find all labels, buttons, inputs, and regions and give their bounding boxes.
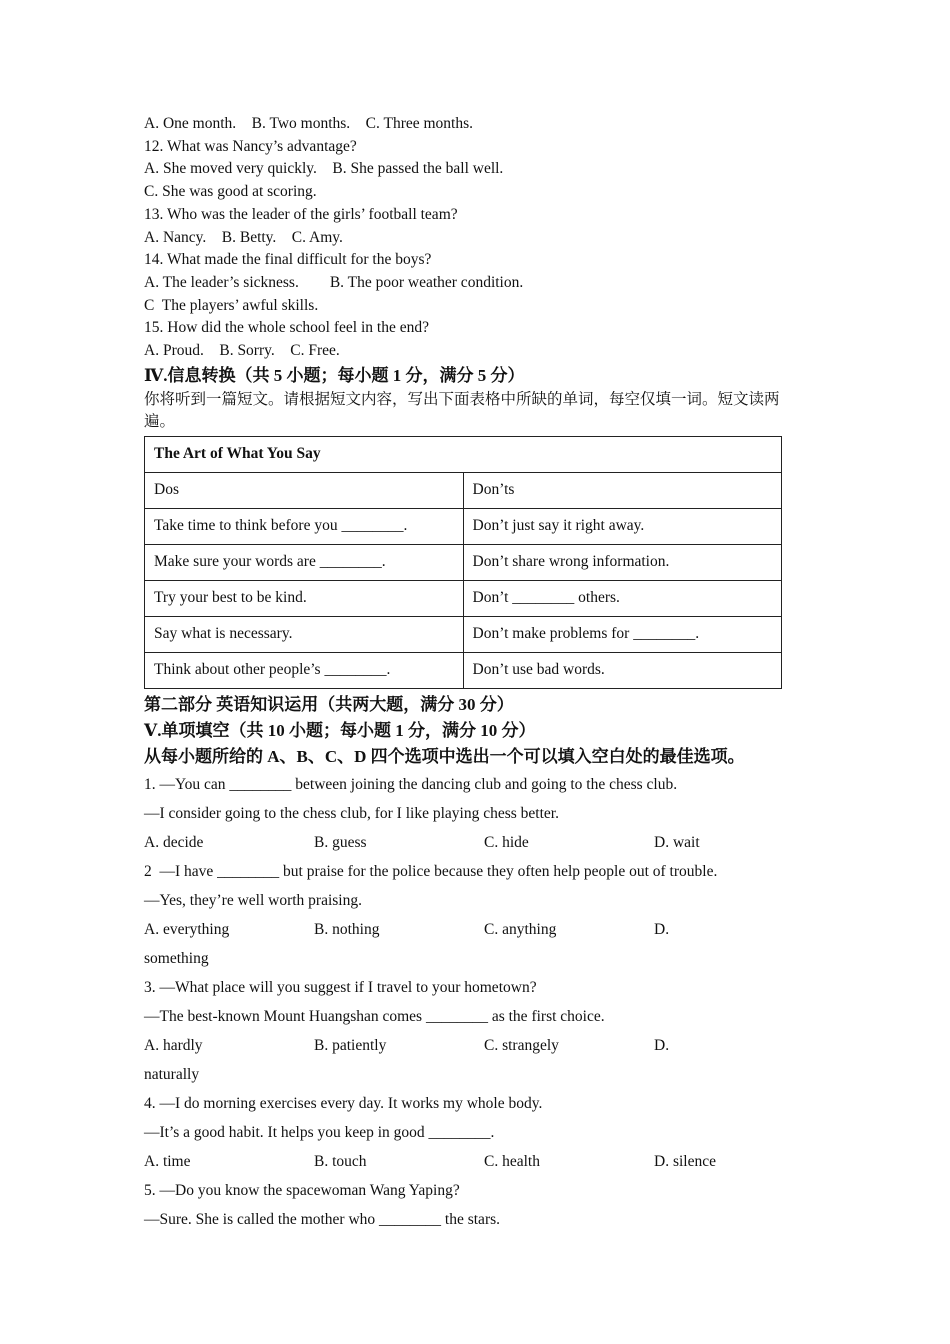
table-row [145, 544, 782, 580]
text-line: A. She moved very quickly. B. She passed the ball well. [144, 160, 504, 178]
table-row [145, 436, 782, 472]
option: B. touch [314, 1152, 367, 1170]
option: C. anything [484, 920, 557, 938]
text-line: A. One month. B. Two months. C. Three months. [144, 115, 474, 132]
option: D. [654, 1036, 670, 1054]
options-row [144, 1147, 824, 1176]
table-cell: Dos [145, 472, 464, 508]
text-line: A. Proud. B. Sorry. C. Free. [144, 342, 340, 360]
exam-page [144, 113, 824, 1234]
table-row [145, 580, 782, 616]
option: C. hide [484, 833, 529, 851]
question-3 [144, 973, 824, 1089]
option: D. wait [654, 833, 700, 851]
text-line: 14. What made the final difficult for the boys? [144, 251, 432, 269]
text-line: 12. What was Nancy’s advantage? [144, 137, 357, 155]
table-cell: Don’t ________ others. [463, 580, 782, 616]
option: D. silence [654, 1152, 716, 1170]
table-row [145, 472, 782, 508]
text-line: A. The leader’s sickness. B. The poor weather condition. [144, 273, 524, 291]
option: B. patiently [314, 1036, 387, 1054]
text-line: 15. How did the whole school feel in the end? [144, 319, 429, 337]
table-title: The Art of What You Say [145, 436, 782, 472]
question-line: —It’s a good habit. It helps you keep in good ________. [144, 1123, 495, 1141]
text-line: A. Nancy. B. Betty. C. Amy. [144, 228, 343, 246]
options-row [144, 828, 824, 857]
options-row [144, 915, 824, 944]
table-cell: Don’t use bad words. [463, 652, 782, 688]
option-wrap: naturally [144, 1065, 200, 1083]
listening-questions [144, 113, 824, 363]
table-cell: Don’t make problems for ________. [463, 616, 782, 652]
question-line: 3. —What place will you suggest if I travel to your hometown? [144, 978, 537, 996]
table-row [145, 616, 782, 652]
question-5 [144, 1176, 824, 1234]
table-cell: Think about other people’s ________. [145, 652, 464, 688]
question-line: 5. —Do you know the spacewoman Wang Yaping? [144, 1181, 460, 1199]
question-line: 2 —I have ________ but praise for the police because they often help people out of trouble. [144, 862, 718, 880]
option-wrap: something [144, 949, 209, 967]
table-cell: Don’t share wrong information. [463, 544, 782, 580]
option: A. time [144, 1152, 191, 1170]
text-line: C The players’ awful skills. [144, 296, 319, 314]
question-line: —I consider going to the chess club, for I like playing chess better. [144, 804, 559, 822]
option: B. nothing [314, 920, 380, 938]
option: A. everything [144, 920, 230, 938]
section4-instruction: 你将听到一篇短文。请根据短文内容，写出下面表格中所缺的单词，每空仅填一词。短文读两遍。 [144, 390, 780, 430]
option: C. strangely [484, 1036, 559, 1054]
option: C. health [484, 1152, 540, 1170]
question-line: —Yes, they’re well worth praising. [144, 891, 362, 909]
section4-heading: Ⅳ.信息转换（共 5 小题；每小题 1 分，满分 5 分） [144, 365, 525, 385]
options-row [144, 1031, 824, 1060]
table-row [145, 508, 782, 544]
table-cell: Say what is necessary. [145, 616, 464, 652]
question-4 [144, 1089, 824, 1176]
part2-heading: 第二部分 英语知识运用（共两大题，满分 30 分） [144, 694, 514, 714]
section5-instruction: 从每小题所给的 A、B、C、D 四个选项中选出一个可以填入空白处的最佳选项。 [144, 746, 745, 766]
table-row [145, 652, 782, 688]
question-2 [144, 857, 824, 973]
question-line: —The best-known Mount Huangshan comes ________ as the first choice. [144, 1007, 605, 1025]
info-table [144, 436, 782, 689]
section5-heading: Ⅴ.单项填空（共 10 小题；每小题 1 分，满分 10 分） [144, 720, 536, 740]
text-line: C. She was good at scoring. [144, 183, 317, 201]
table-cell: Take time to think before you ________. [145, 508, 464, 544]
question-line: 4. —I do morning exercises every day. It works my whole body. [144, 1094, 543, 1112]
table-cell: Make sure your words are ________. [145, 544, 464, 580]
table-cell: Don’t just say it right away. [463, 508, 782, 544]
option: A. hardly [144, 1036, 203, 1054]
question-line: 1. —You can ________ between joining the dancing club and going to the chess club. [144, 775, 678, 793]
question-1 [144, 770, 824, 857]
table-cell: Don’ts [463, 472, 782, 508]
question-line: —Sure. She is called the mother who ________ the stars. [144, 1210, 501, 1228]
option: D. [654, 920, 670, 938]
text-line: 13. Who was the leader of the girls’ football team? [144, 205, 458, 223]
option: B. guess [314, 833, 367, 851]
table-cell: Try your best to be kind. [145, 580, 464, 616]
option: A. decide [144, 833, 204, 851]
